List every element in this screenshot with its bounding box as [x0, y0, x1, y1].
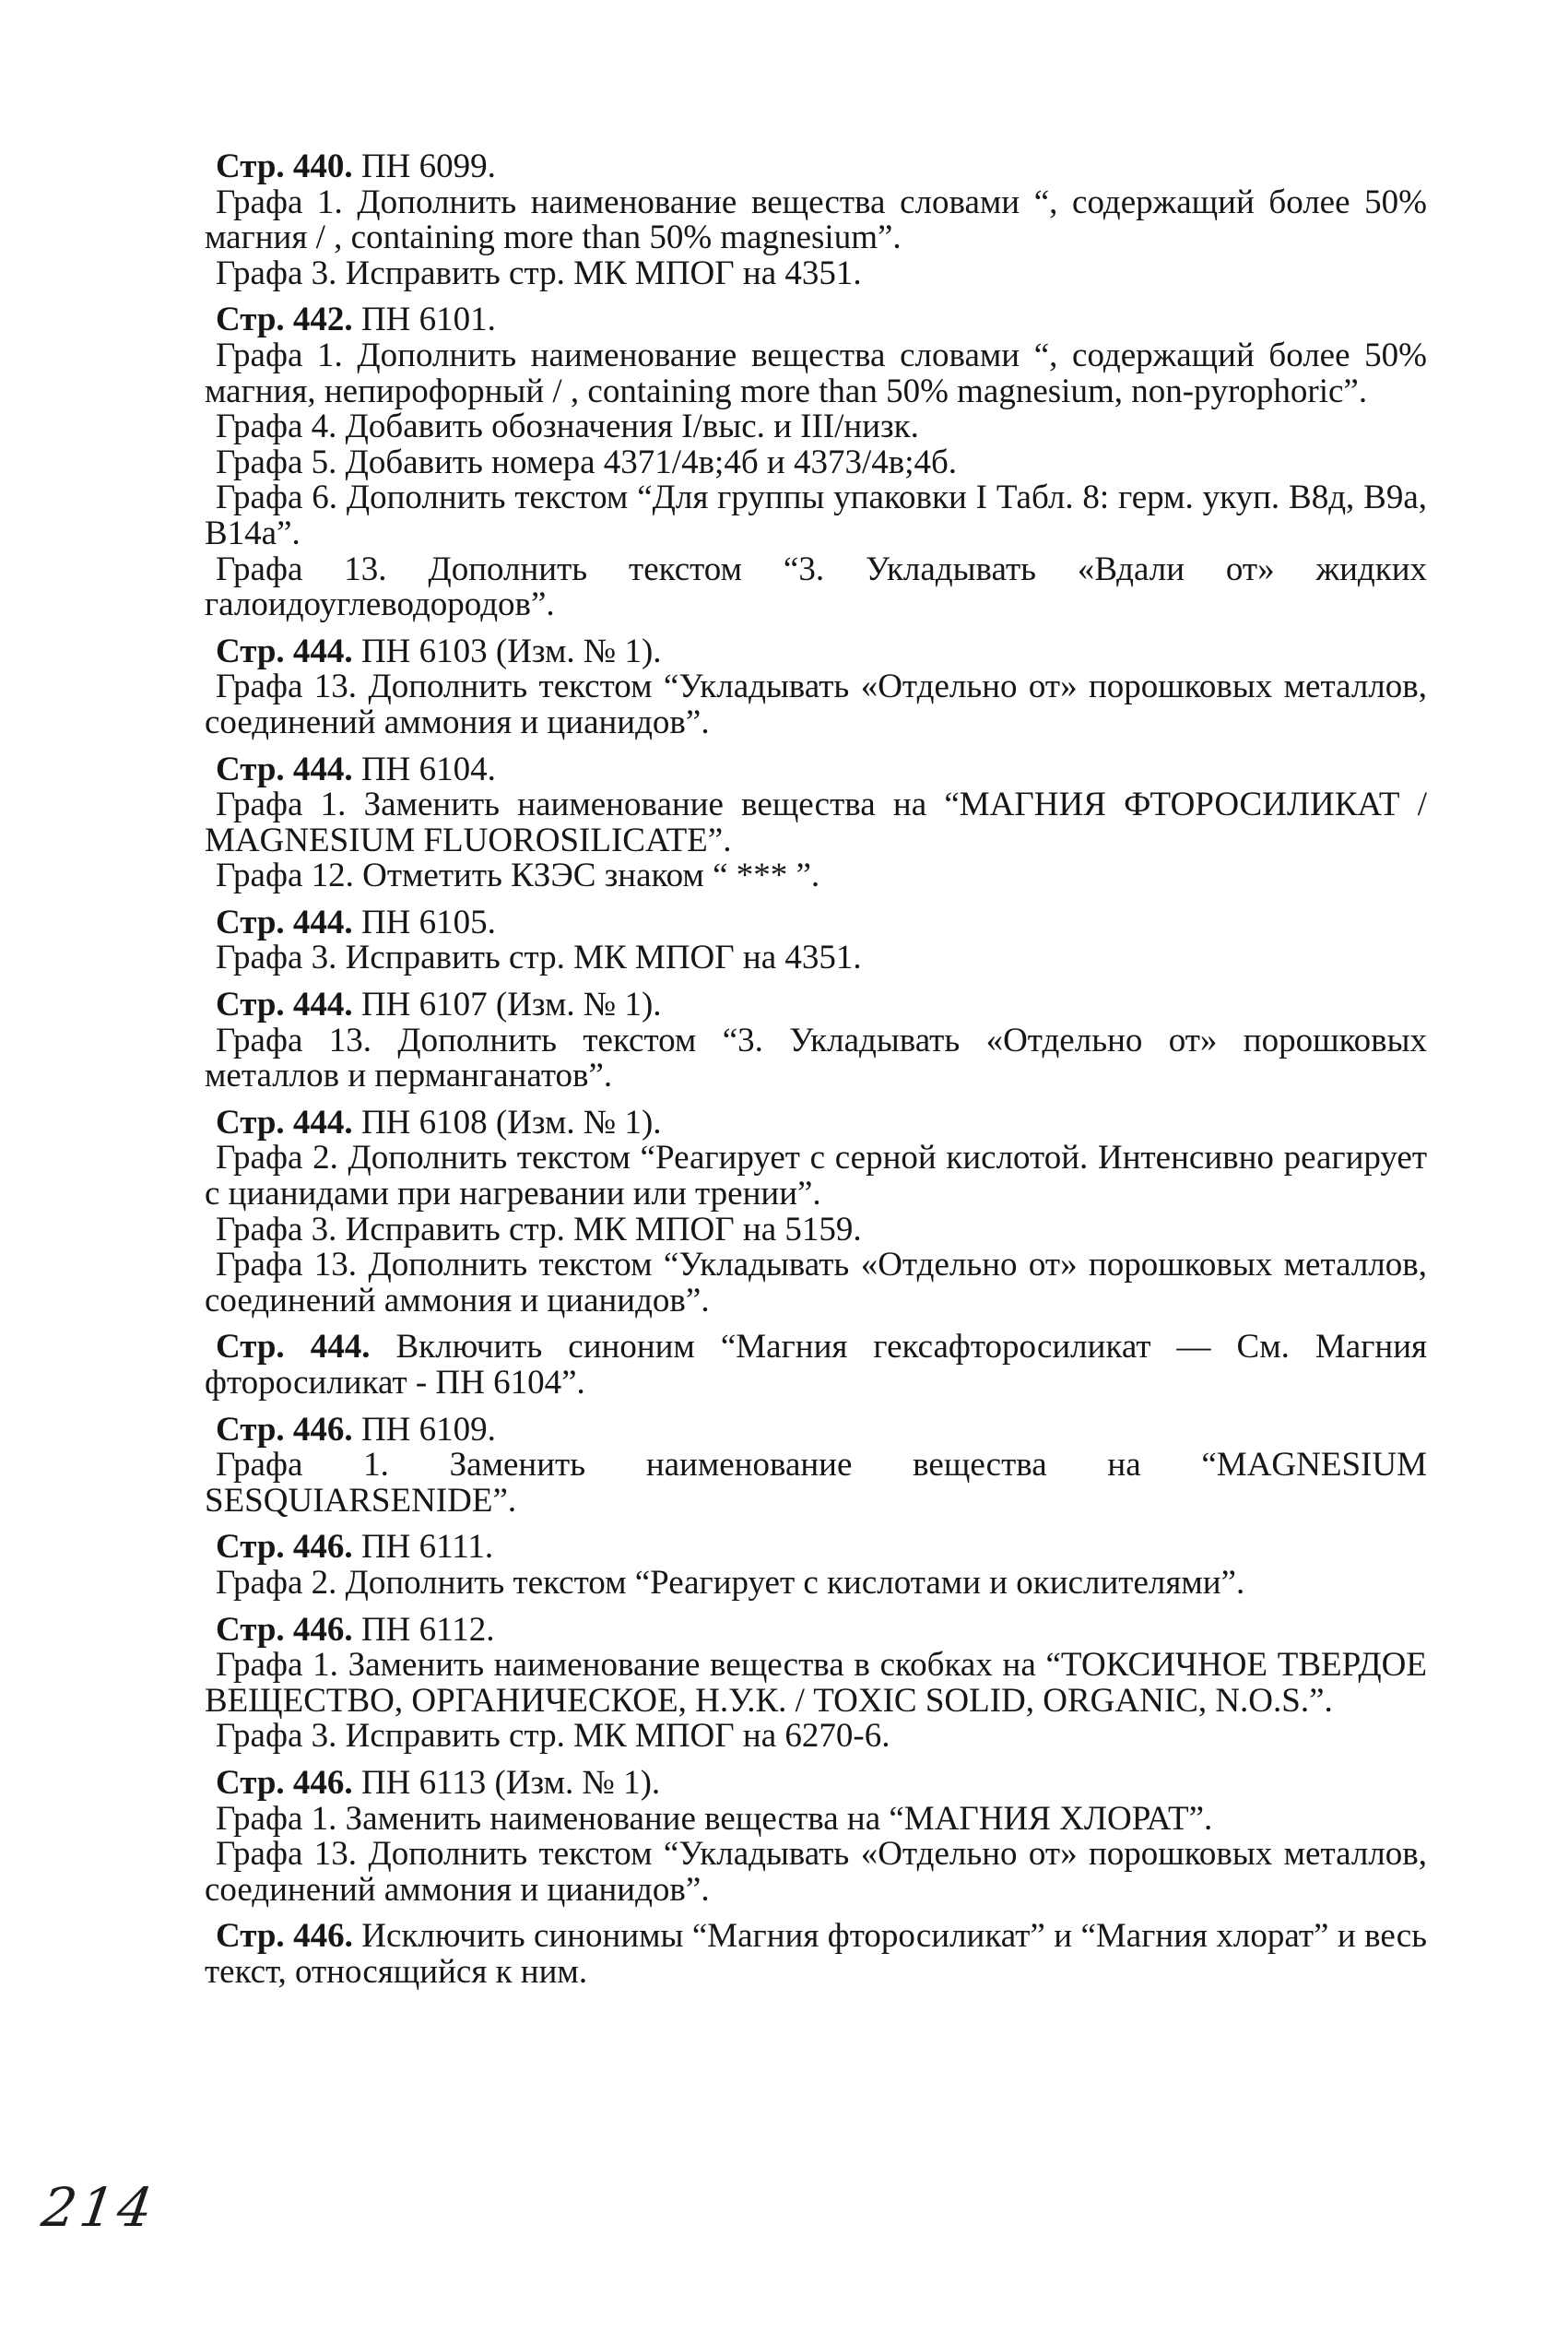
entry — [205, 752, 1427, 894]
entry — [205, 1410, 1427, 1520]
entry-heading — [205, 988, 1427, 1024]
entry — [205, 1530, 1427, 1601]
entry — [205, 905, 1427, 976]
entry-line: Графа 1. Дополнить наименование вещества словами “, содержащий более 50% магния, непирофорный / , containing more than 50% magnesium, non-pyrophoric”. — [205, 336, 1427, 410]
entry-heading — [205, 149, 1427, 185]
entry — [205, 988, 1427, 1095]
handwritten-page-number: 214 — [38, 2176, 160, 2239]
entry — [205, 1919, 1427, 1990]
entry-line: Графа 2. Дополнить текстом “Реагирует с кислотами и окислителями”. — [216, 1563, 1245, 1602]
entry — [205, 1763, 1427, 1909]
entry-line: Графа 6. Дополнить текстом “Для группы упаковки I Табл. 8: герм. укуп. В8д, В9а, В14а”. — [205, 479, 1427, 552]
entry-heading-text: ПН 6108 (Изм. № 1). — [352, 1103, 662, 1142]
page-reference: Стр. 444. — [216, 632, 353, 670]
entry-line: Графа 5. Добавить номера 4371/4в;4б и 4373/4в;4б. — [216, 443, 958, 481]
entry-line: Графа 3. Исправить стр. МК МПОГ на 5159. — [216, 1210, 862, 1248]
entry-heading-text: ПН 6112. — [352, 1610, 495, 1649]
entry-heading — [205, 1330, 1427, 1401]
entry-line: Графа 3. Исправить стр. МК МПОГ на 6270-6. — [216, 1717, 890, 1756]
page-reference: Стр. 446. — [216, 1917, 353, 1956]
entry-heading-text: ПН 6104. — [352, 750, 496, 788]
entry-line: Графа 13. Дополнить текстом “3. Укладывать «Вдали от» жидких галоидоуглеводородов”. — [205, 550, 1427, 624]
entry-heading — [205, 752, 1427, 788]
entry-line: Графа 4. Добавить обозначения I/выс. и III/низк. — [216, 408, 919, 446]
entry-line: Графа 3. Исправить стр. МК МПОГ на 4351. — [216, 939, 862, 977]
entry-line: Графа 1. Дополнить наименование вещества словами “, содержащий более 50% магния / , containing more than 50% magnesium”. — [205, 183, 1427, 257]
entry-heading — [205, 1103, 1427, 1142]
entry-heading — [205, 1530, 1427, 1566]
entry-line: Графа 13. Дополнить текстом “3. Укладывать «Отдельно от» порошковых металлов и перманганатов”. — [205, 1021, 1427, 1095]
entry — [205, 302, 1427, 622]
page-reference: Стр. 446. — [216, 1610, 353, 1649]
entry-heading-text: Исключить синонимы “Магния фторосиликат” и “Магния хлорат” и весь текст, относящийся к ним. — [205, 1917, 1427, 1991]
entry-heading — [205, 1763, 1427, 1802]
entry-heading-text: ПН 6101. — [352, 301, 496, 339]
entry-line: Графа 13. Дополнить текстом “Укладывать «Отдельно от» порошковых металлов, соединений аммония и цианидов”. — [205, 668, 1427, 741]
entry-heading-text: ПН 6111. — [352, 1528, 494, 1567]
document-body — [205, 149, 1427, 2002]
entry-line: Графа 1. Заменить наименование вещества в скобках на “ТОКСИЧНОЕ ТВЕРДОЕ ВЕЩЕСТВО, ОРГАНИЧЕСКОЕ, Н.У.К. / TOXIC SOLID, ORGANIC, N.O.S.”. — [205, 1646, 1427, 1720]
entry — [205, 1330, 1427, 1401]
entry-line: Графа 13. Дополнить текстом “Укладывать «Отдельно от» порошковых металлов, соединений аммония и цианидов”. — [205, 1835, 1427, 1909]
entry-heading — [205, 1610, 1427, 1649]
entry-heading-text: ПН 6107 (Изм. № 1). — [352, 986, 662, 1024]
entry-line: Графа 3. Исправить стр. МК МПОГ на 4351. — [216, 254, 862, 292]
page-reference: Стр. 444. — [216, 986, 353, 1024]
entry-heading — [205, 1919, 1427, 1990]
page-reference: Стр. 444. — [216, 750, 353, 788]
entry — [205, 149, 1427, 291]
entry — [205, 634, 1427, 741]
entry-heading — [205, 634, 1427, 670]
entry — [205, 1610, 1427, 1756]
entry-heading-text: Включить синоним “Магния гексафторосиликат — См. Магния фторосиликат - ПН 6104”. — [205, 1328, 1428, 1402]
entry-heading — [205, 1410, 1427, 1449]
entry-heading-text: ПН 6109. — [352, 1410, 496, 1449]
entry-heading-text: ПН 6103 (Изм. № 1). — [352, 632, 662, 670]
entry-heading-text: ПН 6099. — [352, 148, 496, 185]
entry-line: Графа 13. Дополнить текстом “Укладывать «Отдельно от» порошковых металлов, соединений аммония и цианидов”. — [205, 1246, 1427, 1319]
page-reference: Стр. 440. — [216, 148, 353, 185]
entry-heading — [205, 905, 1427, 941]
entry-line: Графа 2. Дополнить текстом “Реагирует с серной кислотой. Интенсивно реагирует с цианидами при нагревании или трении”. — [205, 1139, 1427, 1213]
entry-heading-text: ПН 6113 (Изм. № 1). — [352, 1763, 661, 1802]
page-reference: Стр. 444. — [216, 1103, 353, 1142]
page-reference: Стр. 444. — [216, 1328, 371, 1367]
page-reference: Стр. 446. — [216, 1410, 353, 1449]
page-reference: Стр. 446. — [216, 1763, 353, 1802]
entry-line: Графа 12. Отметить КЗЭС знаком “ *** ”. — [216, 857, 820, 895]
entry-line: Графа 1. Заменить наименование вещества на “МАГНИЯ ХЛОРАТ”. — [216, 1799, 1213, 1838]
page-reference: Стр. 444. — [216, 903, 353, 941]
entry-line: Графа 1. Заменить наименование вещества на “МАГНИЯ ФТОРОСИЛИКАТ / MAGNESIUM FLUOROSILICATE”. — [205, 786, 1427, 859]
entry-line: Графа 1. Заменить наименование вещества на “MAGNESIUM SESQUIARSENIDE”. — [205, 1446, 1427, 1520]
page-reference: Стр. 442. — [216, 301, 353, 339]
entry — [205, 1103, 1427, 1319]
page-reference: Стр. 446. — [216, 1528, 353, 1567]
entry-heading-text: ПН 6105. — [352, 903, 496, 941]
entry-heading — [205, 302, 1427, 338]
